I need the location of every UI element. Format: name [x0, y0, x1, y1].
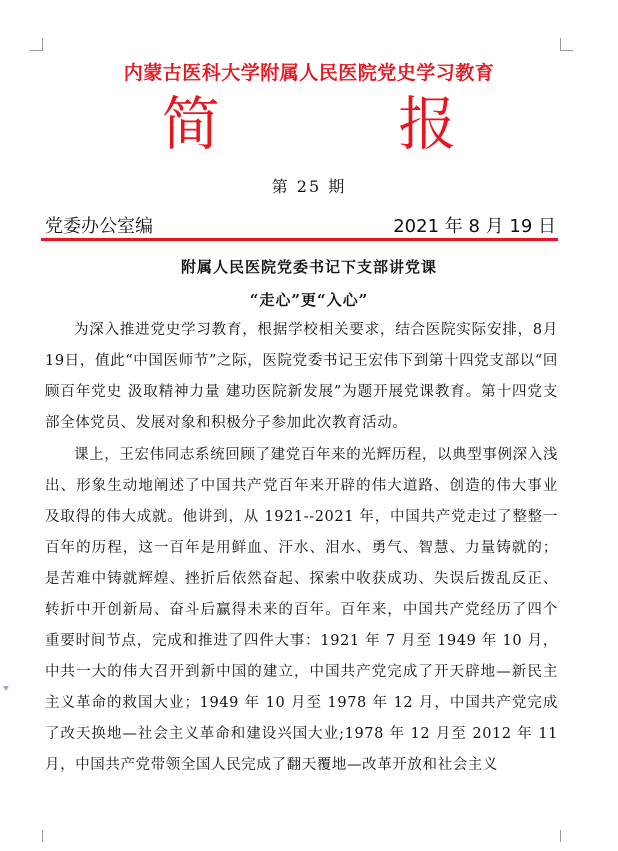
article-title-line-2: “走心”更“入心” [249, 291, 369, 309]
page-corner-mark-top-left [30, 38, 43, 51]
page-corner-mark-top-right [560, 38, 573, 51]
article-paragraph-2: 课上，王宏伟同志系统回顾了建党百年来的光辉历程，以典型事例深入浅出、形象生动地阐述了中国共产党百年来开辟的伟大道路、创造的伟大事业及取得的伟大成就。他讲到，从 1921--2021 年，中国共产党走过了整整一百年的历程，这一百年是用鲜血、汗水、泪水、勇气、智慧、力量铸就的；是苦难中铸就辉煌、挫折后依然奋起、探索中收获成功、失误后拨乱反正、转折中开创新局、奋斗后赢得未来的百年。百年来，中国共产党经历了四个重要时间节点，完成和推进了四件大事：1921 年 7 月至 1949 年 10 月，中共一大的伟大召开到新中国的建立，中国共产党完成了开天辟地—新民主主义革命的救国大业；1949 年 10 月至 1978 年 12 月，中国共产党完成了改天换地—社会主义革命和建设兴国大业;1978 年 12 月至 2012 年 11 月，中国共产党带领全国人民完成了翻天覆地—改革开放和社会主义 [45, 447, 558, 773]
newsletter-title: 简 报 [161, 90, 537, 158]
issue-number: 第 25 期 [271, 177, 347, 196]
margin-marker-icon [3, 686, 9, 691]
article-title-line-1: 附属人民医院党委书记下支部讲党课 [180, 258, 437, 276]
article-paragraph-1: 为深入推进党史学习教育，根据学校相关要求，结合医院实际安排，8月19日，值此“中国医师节”之际，医院党委书记王宏伟下到第十四党支部以“回顾百年党史 汲取精神力量 建功医院新发展”为题开展党课教育。第十四党支部全体党员、发展对象和积极分子参加此次教育活动。 [45, 322, 558, 431]
editor-office: 党委办公室编 [45, 216, 153, 237]
publish-date: 2021 年 8 月 19 日 [393, 216, 556, 237]
newsletter-organization: 内蒙古医科大学附属人民医院党史学习教育 [123, 62, 495, 84]
header-divider [41, 238, 558, 241]
page-corner-mark-bottom-left [30, 830, 43, 842]
page-corner-mark-bottom-right [560, 830, 573, 842]
